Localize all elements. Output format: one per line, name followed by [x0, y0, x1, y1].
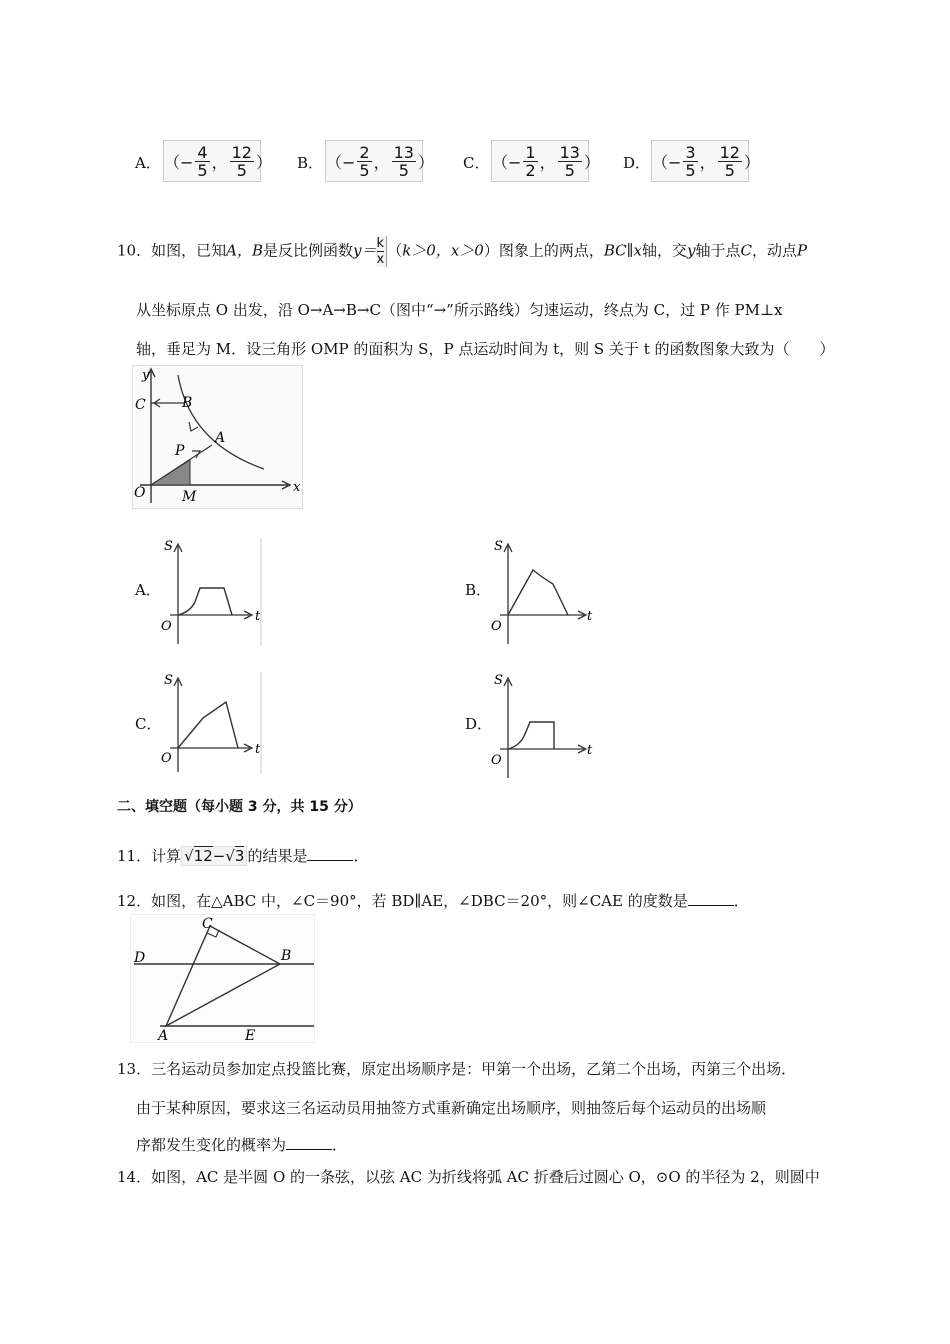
- section-heading: 二、填空题（每小题 3 分，共 15 分）: [117, 799, 362, 815]
- q10-option-d-axis-t: t: [587, 743, 593, 758]
- q10-k-over-x: $\frac{k}{x}$: [376, 236, 387, 267]
- q10-text: A，B: [226, 241, 263, 260]
- q10-fig-label-x: x: [293, 480, 301, 495]
- q10-line1: [117, 236, 807, 267]
- q11-expression: √12−√3: [181, 846, 247, 866]
- q10-text: 如图，已知: [151, 241, 227, 260]
- q13-text: 三名运动员参加定点投篮比赛，原定出场顺序是：甲第一个出场，乙第二个出场，丙第三个出场．: [151, 1060, 797, 1078]
- q10-fig-label-c: C: [135, 397, 146, 413]
- q10-text: BC∥x: [603, 241, 643, 260]
- q10-fig-label-m: M: [182, 489, 197, 505]
- q10-option-b-label: B．: [465, 581, 492, 599]
- q10-text: P: [797, 241, 808, 260]
- q10-option-c-axis-o: O: [161, 751, 172, 766]
- q10-option-d-label: D．: [465, 715, 493, 733]
- q10-text: ，动点: [752, 241, 798, 260]
- q10-fig-label-y: y: [142, 368, 150, 383]
- q12-text: 如图，在△ABC 中，∠C＝90°，若 BD∥AE，∠DBC＝20°，则∠CAE 的度数是: [151, 892, 688, 910]
- q10-fig-label-b: B: [182, 395, 193, 411]
- q10-text: y: [687, 241, 696, 260]
- q12-fig-label-d: D: [134, 950, 146, 966]
- q10-text: y＝: [352, 241, 377, 260]
- q10-option-c-axis-t: t: [255, 742, 261, 757]
- q9-option-a-value: （− $\frac{4}{5}$ ， $\frac{12}{5}$ ）: [163, 140, 261, 182]
- q10-text: C: [740, 241, 753, 260]
- q13-number: 13．: [117, 1060, 152, 1078]
- q10-line2: 从坐标原点 O 出发，沿 O→A→B→C（图中“→”所示路线）匀速运动，终点为 C，过 P 作 PM⊥x: [136, 301, 783, 319]
- q9-option-a-label: A．: [135, 154, 161, 172]
- q10-fig-label-a: A: [215, 430, 226, 446]
- q10-option-d-axis-o: O: [491, 753, 502, 768]
- q12-fig-label-e: E: [245, 1028, 256, 1044]
- q9-option-b-label: B．: [297, 154, 324, 172]
- q10-text: 轴于点: [695, 241, 741, 260]
- q10-option-c-graph: [158, 672, 264, 774]
- q11-number: 11．: [117, 847, 152, 865]
- q13-line2: 由于某种原因，要求这三名运动员用抽签方式重新确定出场顺序，则抽签后每个运动员的出场顺: [136, 1099, 767, 1117]
- q10-option-b-axis-o: O: [491, 619, 502, 634]
- q10-number: 10．: [117, 241, 152, 260]
- q12-period: ．: [733, 892, 749, 910]
- q13-text: 序都发生变化的概率为: [136, 1136, 287, 1154]
- q9-option-b-value: （− $\frac{2}{5}$ ， $\frac{13}{5}$ ）: [325, 140, 423, 182]
- q11-answer-blank[interactable]: [307, 846, 353, 861]
- q10-option-a-axis-s: S: [164, 539, 173, 554]
- q12-fig-label-a: A: [158, 1028, 169, 1044]
- q13-period: ．: [332, 1136, 348, 1154]
- q11-text: 的结果是: [247, 847, 308, 865]
- q10-option-a-graph: [158, 538, 264, 646]
- q14-number: 14．: [117, 1168, 152, 1186]
- q10-fig-label-p: P: [175, 443, 185, 459]
- q13-line1: [117, 1058, 796, 1079]
- q12-line: [117, 890, 749, 911]
- q10-option-a-axis-t: t: [255, 609, 261, 624]
- q13-answer-blank[interactable]: [286, 1135, 332, 1150]
- q12-number: 12．: [117, 892, 152, 910]
- q10-fig-label-o: O: [134, 485, 146, 501]
- q10-option-b-axis-t: t: [587, 609, 593, 624]
- q10-option-c-label: C．: [135, 715, 162, 733]
- q9-option-c-value: （− $\frac{1}{2}$ ， $\frac{13}{5}$ ）: [491, 140, 589, 182]
- q12-figure: [130, 914, 316, 1044]
- q10-option-a-label: A．: [135, 581, 161, 599]
- q10-option-b-axis-s: S: [494, 539, 503, 554]
- q10-option-d-axis-s: S: [494, 673, 503, 688]
- q10-text: 是反比例函数: [262, 241, 353, 260]
- q12-answer-blank[interactable]: [688, 891, 734, 906]
- q10-text: k＞0，x＞0: [402, 241, 484, 260]
- q9-option-c-label: C．: [463, 154, 490, 172]
- q14-text: 如图，AC 是半圆 O 的一条弦，以弦 AC 为折线将弧 AC 折叠后过圆心 O，⊙O 的半径为 2，则圆中: [151, 1168, 820, 1186]
- q9-option-d-label: D．: [623, 154, 651, 172]
- q10-option-b-graph: [488, 538, 594, 646]
- q13-line3: [136, 1134, 347, 1155]
- q10-option-c-axis-s: S: [164, 673, 173, 688]
- q12-fig-label-c: C: [202, 916, 213, 932]
- q10-line3: 轴，垂足为 M．设三角形 OMP 的面积为 S，P 点运动时间为 t，则 S 关于 t 的函数图象大致为（ ）: [136, 340, 835, 358]
- q11-line: [117, 845, 368, 866]
- q9-option-d-value: （− $\frac{3}{5}$ ， $\frac{12}{5}$ ）: [651, 140, 749, 182]
- q10-figure: [132, 365, 304, 510]
- q12-fig-label-b: B: [281, 948, 292, 964]
- q10-text: 轴，交: [642, 241, 688, 260]
- q11-period: ．: [353, 847, 369, 865]
- q14-line1: [117, 1166, 820, 1187]
- q10-option-a-axis-o: O: [161, 619, 172, 634]
- q10-text: （: [387, 241, 403, 260]
- q10-text: ）图象上的两点，: [483, 241, 604, 260]
- q10-option-d-graph: [488, 672, 594, 780]
- q11-text: 计算: [151, 847, 182, 865]
